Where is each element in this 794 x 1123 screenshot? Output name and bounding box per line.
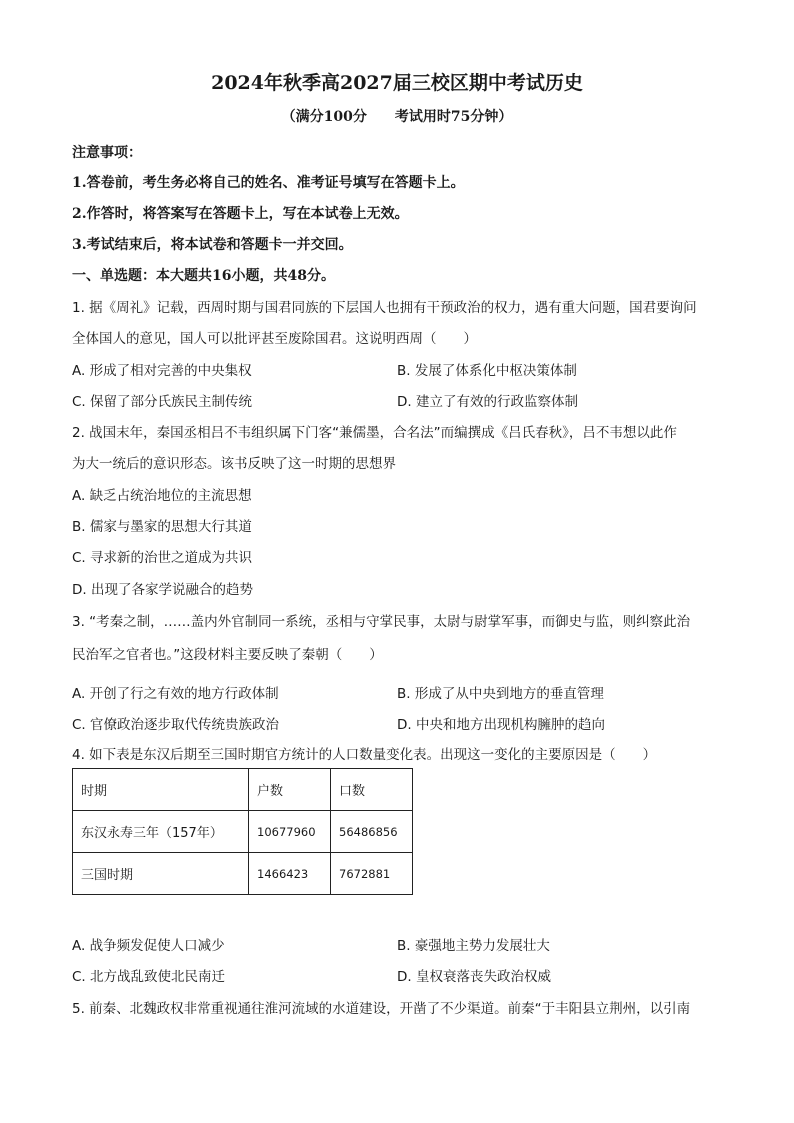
question-2-line-2: 为大一统后的意识形态。该书反映了这一时期的思想界 bbox=[72, 456, 396, 472]
table-cell: 三国时期 bbox=[73, 853, 249, 895]
table-cell: 10677960 bbox=[249, 811, 331, 853]
question-2-line-1: 2. 战国末年，秦国丞相吕不韦组织属下门客“兼儒墨，合名法”而编撰成《吕氏春秋》，吕不韦想以此作 bbox=[72, 425, 677, 441]
note-item: 1.答卷前，考生务必将自己的姓名、准考证号填写在答题卡上。 bbox=[72, 175, 465, 191]
exam-subtitle: （满分100分 考试用时75分钟） bbox=[281, 109, 513, 125]
question-5-line-1: 5. 前秦、北魏政权非常重视通往淮河流域的水道建设，开凿了不少渠道。前秦“于丰阳县立荆州，以引南 bbox=[72, 1001, 691, 1017]
population-table bbox=[72, 768, 413, 895]
note-item: 3.考试结束后，将本试卷和答题卡一并交回。 bbox=[72, 237, 353, 253]
question-4-option-a: A. 战争频发促使人口减少 bbox=[72, 938, 225, 954]
table-cell: 1466423 bbox=[249, 853, 331, 895]
question-1-option-d: D. 建立了有效的行政监察体制 bbox=[397, 394, 578, 410]
question-3-option-a: A. 开创了行之有效的地方行政体制 bbox=[72, 686, 279, 702]
question-1-option-b: B. 发展了体系化中枢决策体制 bbox=[397, 363, 577, 379]
table-header-cell: 户数 bbox=[249, 769, 331, 811]
question-3-option-b: B. 形成了从中央到地方的垂直管理 bbox=[397, 686, 604, 702]
table-header-row bbox=[73, 769, 413, 811]
question-3-line-1: 3. “考秦之制，……盖内外官制同一系统，丞相与守掌民事，太尉与尉掌军事，而御史与监，则纠察此治 bbox=[72, 614, 691, 630]
question-1-line-1: 1. 据《周礼》记载，西周时期与国君同族的下层国人也拥有干预政治的权力，遇有重大问题，国君要询问 bbox=[72, 300, 697, 316]
question-2-option-c: C. 寻求新的治世之道成为共识 bbox=[72, 550, 253, 566]
note-item: 2.作答时，将答案写在答题卡上，写在本试卷上无效。 bbox=[72, 206, 409, 222]
table-header-cell: 时期 bbox=[73, 769, 249, 811]
question-2-option-b: B. 儒家与墨家的思想大行其道 bbox=[72, 519, 252, 535]
question-3-option-d: D. 中央和地方出现机构臃肿的趋向 bbox=[397, 717, 605, 733]
table-row bbox=[73, 853, 413, 895]
table-row bbox=[73, 811, 413, 853]
question-1-line-2: 全体国人的意见，国人可以批评甚至废除国君。这说明西周（ ） bbox=[72, 331, 477, 347]
question-1-option-a: A. 形成了相对完善的中央集权 bbox=[72, 363, 252, 379]
question-4-line-1: 4. 如下表是东汉后期至三国时期官方统计的人口数量变化表。出现这一变化的主要原因是（ ） bbox=[72, 747, 657, 763]
table-cell: 7672881 bbox=[331, 853, 413, 895]
question-1-option-c: C. 保留了部分氏族民主制传统 bbox=[72, 394, 253, 410]
question-3-option-c: C. 官僚政治逐步取代传统贵族政治 bbox=[72, 717, 280, 733]
notes-heading: 注意事项： bbox=[72, 145, 142, 161]
question-4-option-d: D. 皇权衰落丧失政治权威 bbox=[397, 969, 551, 985]
exam-title: 2024年秋季高2027届三校区期中考试历史 bbox=[211, 72, 583, 94]
table-cell: 56486856 bbox=[331, 811, 413, 853]
table-cell: 东汉永寿三年（157年） bbox=[73, 811, 249, 853]
question-4-option-b: B. 豪强地主势力发展壮大 bbox=[397, 938, 550, 954]
question-3-line-2: 民治军之官者也。”这段材料主要反映了秦朝（ ） bbox=[72, 647, 383, 663]
question-2-option-a: A. 缺乏占统治地位的主流思想 bbox=[72, 488, 252, 504]
question-4-option-c: C. 北方战乱致使北民南迁 bbox=[72, 969, 226, 985]
section-heading: 一、单选题：本大题共16小题，共48分。 bbox=[72, 268, 335, 284]
question-2-option-d: D. 出现了各家学说融合的趋势 bbox=[72, 582, 253, 598]
table-header-cell: 口数 bbox=[331, 769, 413, 811]
